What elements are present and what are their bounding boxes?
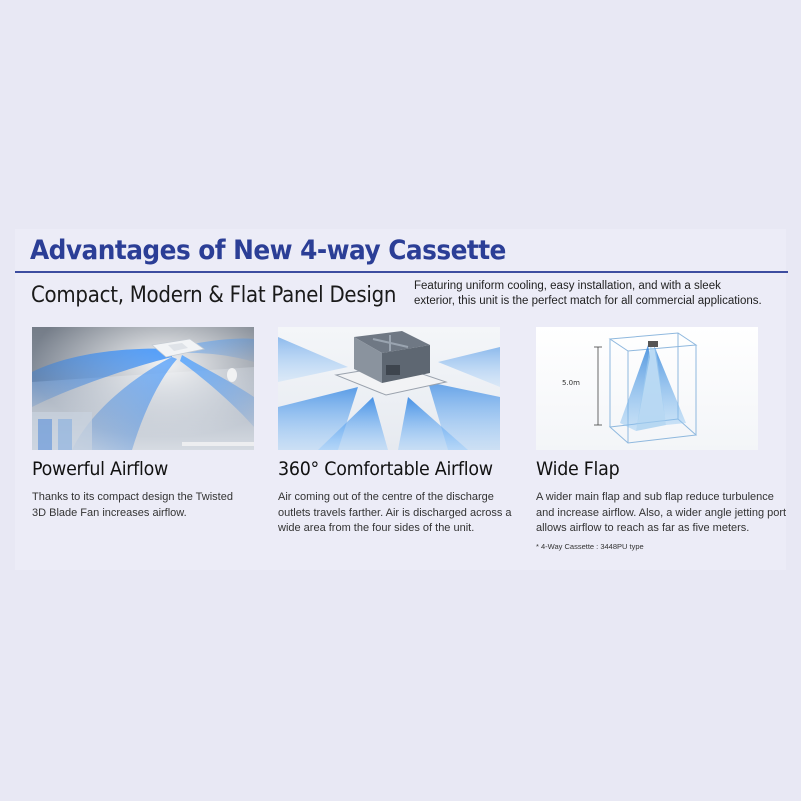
feature-title-powerful-airflow: Powerful Airflow [32,458,169,480]
title-divider [15,271,788,273]
footnote: * 4-Way Cassette : 3448PU type [536,542,644,551]
comfortable-airflow-image [278,327,500,450]
section-subtitle: Compact, Modern & Flat Panel Design [31,283,397,308]
page-title: Advantages of New 4-way Cassette [30,235,506,266]
feature-title-wide-flap: Wide Flap [536,458,620,480]
feature-desc-360-airflow: Air coming out of the centre of the discharge outlets travels farther. Air is discharged across a wide area from the four sides of the unit. [278,491,512,534]
intro-text: Featuring uniform cooling, easy installation, and with a sleek exterior, this unit is the perfect match for all commercial applications. [414,280,762,307]
feature-desc-wide-flap: A wider main flap and sub flap reduce turbulence and increase airflow. Also, a wider angle jetting port allows airflow to reach as far as five meters. [536,491,787,534]
feature-desc-powerful-airflow: Thanks to its compact design the Twisted 3D Blade Fan increases airflow. [32,491,233,519]
powerful-airflow-image [32,327,254,450]
wide-flap-image [536,327,758,450]
feature-title-360-airflow: 360° Comfortable Airflow [278,458,493,480]
height-label: 5.0m [562,379,580,387]
